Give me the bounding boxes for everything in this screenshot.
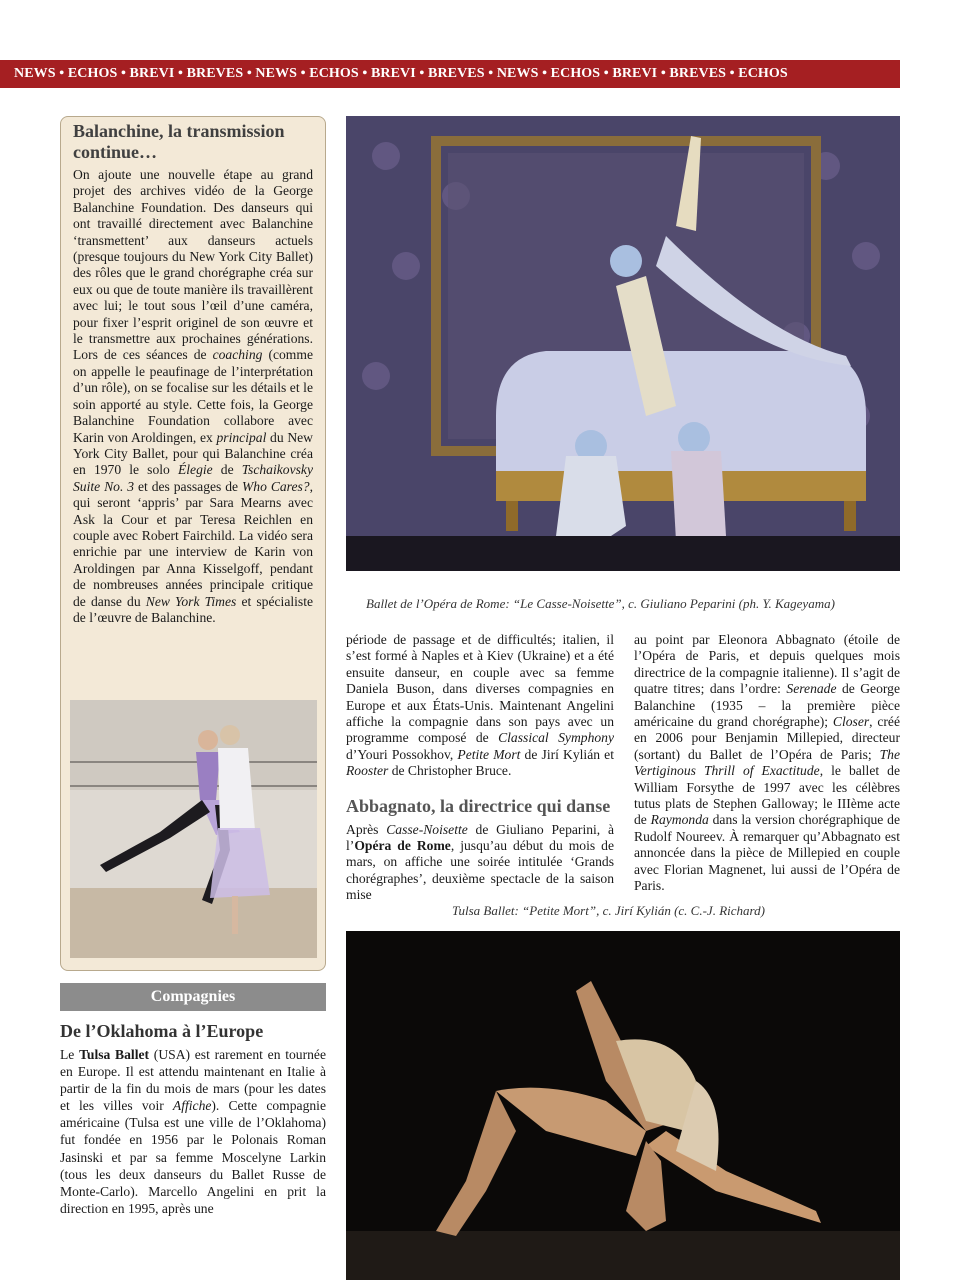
article-column-3: au point par Eleonora Abbagnato (étoile de l’Opéra de Paris, et depuis quelques mois directrice de la compagnie italienne). Il s’agit de quatre titres; dans l’ordre: Serenade de George Balanchine (1935 – la première pièce américaine du grand chorégraphe); Closer, créé en 2006 pour Benjamin Millepied, directeur (sortant) du Ballet de l’Opéra de Paris; The Vertiginous Thrill of Exactitude, le ballet de William Forsythe de 1997 avec les célèbres tutus plats de Stephen Galloway; le IIIème acte de Raymonda dans la version chorégraphique de Rudolf Noureev. À remarquer qu’Abbagnato est annoncée dans la pièce de Millepied en couple avec Florian Magnenet, lui aussi de l’Opéra de Paris. — [634, 632, 900, 894]
section-bar-compagnies: Compagnies — [60, 983, 326, 1011]
article-column-2 — [346, 632, 614, 904]
oklahoma-body: Le Tulsa Ballet (USA) est rarement en tournée en Europe. Il est attendu maintenant en Italie à partir de la fin du mois de mars (pour les dates et les villes voir Affiche). Cette compagnie américaine (Tulsa est une ville de l’Oklahoma) fut fondée en 1956 par le Polonais Roman Jasinski et par sa femme Moscelyne Larkin (tous les deux danseurs du Ballet Russe de Monte-Carlo). Marcello Angelini en prit la direction en 1995, après une — [60, 1047, 326, 1216]
sidebar-title: Balanchine, la transmission continue… — [73, 121, 285, 162]
rehearsal-photo — [70, 700, 317, 958]
abbagnato-heading: Abbagnato, la directrice qui danse — [346, 795, 611, 816]
tulsa-petite-mort-photo — [346, 931, 900, 1280]
rome-casse-noisette-photo — [346, 116, 900, 571]
oklahoma-heading: De l’Oklahoma à l’Europe — [60, 1021, 264, 1041]
abbagnato-paragraph: Après Casse-Noisette de Giuliano Peparini, à l’Opéra de Rome, jusqu’au début du mois de mars, on affiche une soirée intitulée ‘Grands chorégraphes’, deuxième spectacle de la saison mise — [346, 821, 614, 903]
news-banner: NEWS • ECHOS • BREVI • BREVES • NEWS • ECHOS • BREVI • BREVES • NEWS • ECHOS • BREVI • BREVES • ECHOS — [0, 60, 900, 88]
rome-photo-caption: Ballet de l’Opéra de Rome: “Le Casse-Noisette”, c. Giuliano Peparini (ph. Y. Kageyama) — [366, 596, 835, 611]
angelini-paragraph: période de passage et de difficultés; italien, il s’est formé à Naples et à Kiev (Ukraine) et a été ensuite danseur, en couple avec sa femme Daniela Buson, dans diverses compagnies en Europe et aux États-Unis. Maintenant Angelini affiche la compagnie dans son pays avec un programme composé de Classical Symphony d’Youri Possokhov, Petite Mort de Jirí Kylián et Rooster de Christopher Bruce. — [346, 632, 614, 779]
tulsa-photo-caption: Tulsa Ballet: “Petite Mort”, c. Jirí Kylián (c. C.-J. Richard) — [452, 903, 765, 918]
sidebar-body: On ajoute une nouvelle étape au grand projet des archives vidéo de la George Balanchine Foundation. Des danseurs qui ont travaillé directement avec Balanchine ‘transmettent’ aux danseurs actuels (presque toujours du New York City Ballet) des rôles que le grand chorégraphe créa sur eux ou que de toute manière ils travaillèrent avec lui; le tout sous l’œil d’une caméra, pour fixer l’esprit originel de son œuvre et le transmettre aux prochaines générations. Lors de ces séances de coaching (comme on appelle le peaufinage de l’interprétation d’un rôle), on se focalise sur les détails et le soin apporté au style. Cette fois, la George Balanchine Foundation collabore avec Karin von Aroldingen, ex principal du New York City Ballet, pour qui Balanchine créa en 1970 le solo Élegie de Tschaikovsky Suite No. 3 et des passages de Who Cares?, qui seront ‘appris’ par Sara Mearns avec Ask la Cour et par Teresa Reichlen en couple avec Robert Fairchild. La vidéo sera enrichie par une interview de Karin von Aroldingen par Anna Kisselgoff, pendant de nombreuses années principale critique de danse du New York Times et spécialiste de l’œuvre de Balanchine. — [73, 167, 314, 625]
